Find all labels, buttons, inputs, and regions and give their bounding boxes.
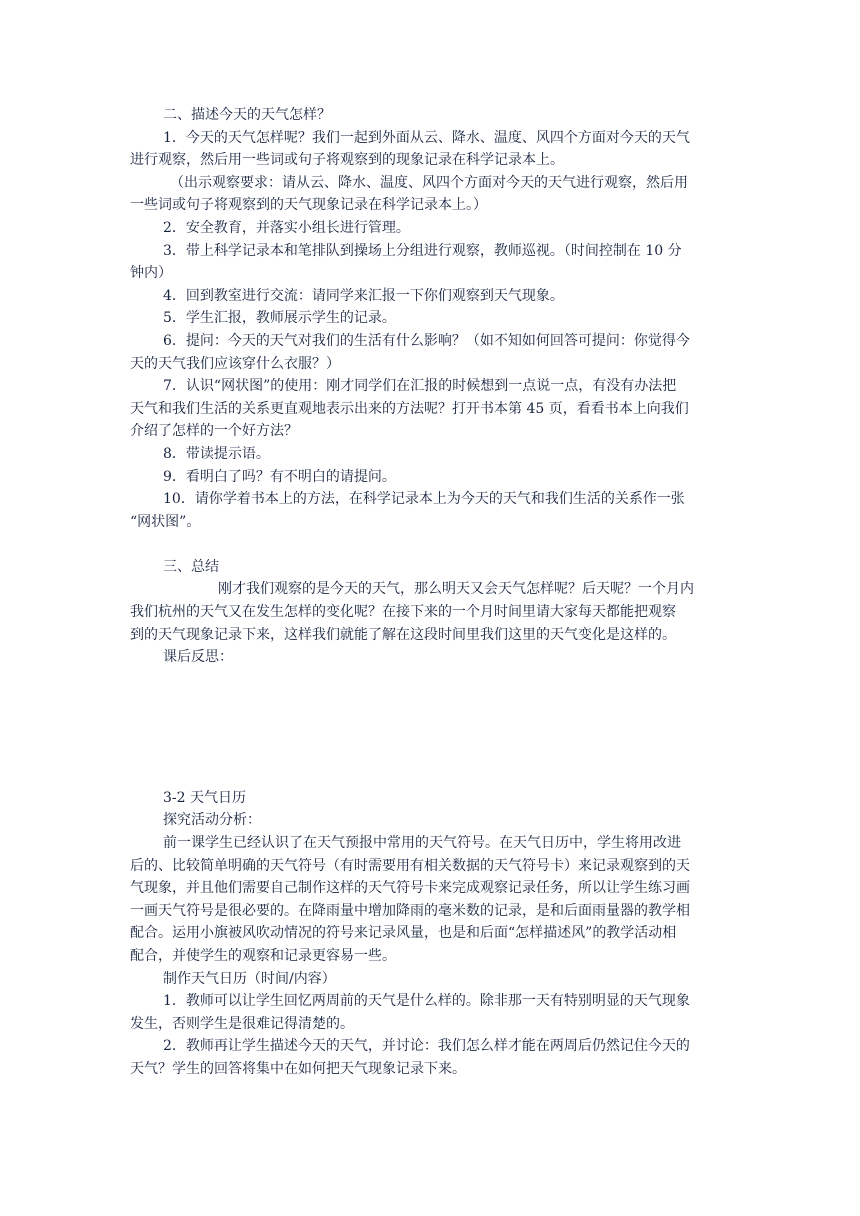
analysis-line-6: 配合，并使学生的观察和记录更容易一些。 [130, 948, 396, 964]
step-4-line: 4．回到教室进行交流：请同学来汇报一下你们观察到天气现象。 [163, 287, 564, 304]
step-1-line-1: 1．今天的天气怎样呢？我们一起到外面从云、降水、温度、风四个方面对今天的天气 [163, 129, 690, 146]
make-step-2-line-1: 2．教师再让学生描述今天的天气，并讨论：我们怎么样才能在两周后仍然记住今天的 [163, 1038, 690, 1055]
make-step-1-line-2: 发生，否则学生是很难记得清楚的。 [130, 1015, 354, 1032]
summary-line-2: 我们杭州的天气又在发生怎样的变化呢？在接下来的一个月时间里请大家每天都能把观察 [130, 604, 676, 621]
step-5-line: 5．学生汇报，教师展示学生的记录。 [163, 310, 396, 327]
section-heading-summary: 三、总结 [163, 558, 219, 575]
reflection-label: 课后反思： [163, 649, 233, 666]
section-heading-describe-weather: 二、描述今天的天气怎样？ [163, 107, 331, 123]
step-7-line-3: 介绍了怎样的一个好方法？ [130, 423, 298, 440]
step-9-line: 9．看明白了吗？有不明白的请提问。 [163, 468, 396, 485]
summary-line-3: 到的天气现象记录下来，这样我们就能了解在这段时间里我们这里的天气变化是这样的。 [130, 626, 676, 643]
make-calendar-heading: 制作天气日历（时间/内容） [163, 970, 336, 987]
lesson-title: 3-2 天气日历 [163, 789, 246, 806]
step-10-line-1: 10．请你学着书本上的方法，在科学记录本上为今天的天气和我们生活的关系作一张 [163, 491, 685, 508]
step-6-line-1: 6．提问：今天的天气对我们的生活有什么影响？（如不知如何回答可提问：你觉得今 [163, 332, 690, 349]
document-page [130, 104, 732, 1081]
analysis-heading: 探究活动分析： [163, 812, 261, 829]
step-7-line-2: 天气和我们生活的关系更直观地表示出来的方法呢？打开书本第 45 页，看看书本上向我们 [130, 400, 689, 417]
analysis-line-2: 后的、比较简单明确的天气符号（有时需要用有相关数据的天气符号卡）来记录观察到的天 [130, 857, 690, 874]
step-2-line: 2．安全教育，并落实小组长进行管理。 [163, 219, 410, 236]
analysis-line-5: 配合。运用小旗被风吹动情况的符号来记录风量，也是和后面“怎样描述风”的教学活动相 [130, 925, 677, 942]
step-8-line: 8．带读提示语。 [163, 445, 270, 462]
make-step-1-line-1: 1．教师可以让学生回忆两周前的天气是什么样的。除非那一天有特别明显的天气现象 [163, 993, 690, 1010]
make-step-2-line-2: 天气？学生的回答将集中在如何把天气现象记录下来。 [130, 1060, 466, 1077]
blank-space [130, 669, 732, 787]
step-3-line-1: 3．带上科学记录本和笔排队到操场上分组进行观察，教师巡视。（时间控制在 10 分 [163, 242, 682, 259]
observation-requirement-line-2: 一些词或句子将观察到的天气现象记录在科学记录本上。） [130, 197, 487, 214]
blank-line [130, 533, 732, 556]
analysis-line-3: 气现象，并且他们需要自己制作这样的天气符号卡来完成观察记录任务，所以让学生练习画 [130, 880, 690, 897]
analysis-line-4: 一画天气符号是很必要的。在降雨量中增加降雨的毫米数的记录，是和后面雨量器的教学相 [130, 902, 690, 919]
step-1-line-2: 进行观察，然后用一些词或句子将观察到的现象记录在科学记录本上。 [130, 152, 564, 169]
analysis-line-1: 前一课学生已经认识了在天气预报中常用的天气符号。在天气日历中，学生将用改进 [163, 835, 681, 852]
step-7-line-1: 7．认识“网状图”的使用：刚才同学们在汇报的时候想到一点说一点，有没有办法把 [163, 378, 677, 395]
step-10-line-2: “网状图”。 [130, 513, 201, 530]
summary-line-1: 刚才我们观察的是今天的天气，那么明天又会天气怎样呢？后天呢？一个月内 [218, 581, 694, 598]
observation-requirement-line-1: （出示观察要求：请从云、降水、温度、风四个方面对今天的天气进行观察，然后用 [170, 174, 688, 191]
step-3-line-2: 钟内） [130, 265, 172, 282]
step-6-line-2: 天的天气我们应该穿什么衣服？） [130, 355, 340, 372]
